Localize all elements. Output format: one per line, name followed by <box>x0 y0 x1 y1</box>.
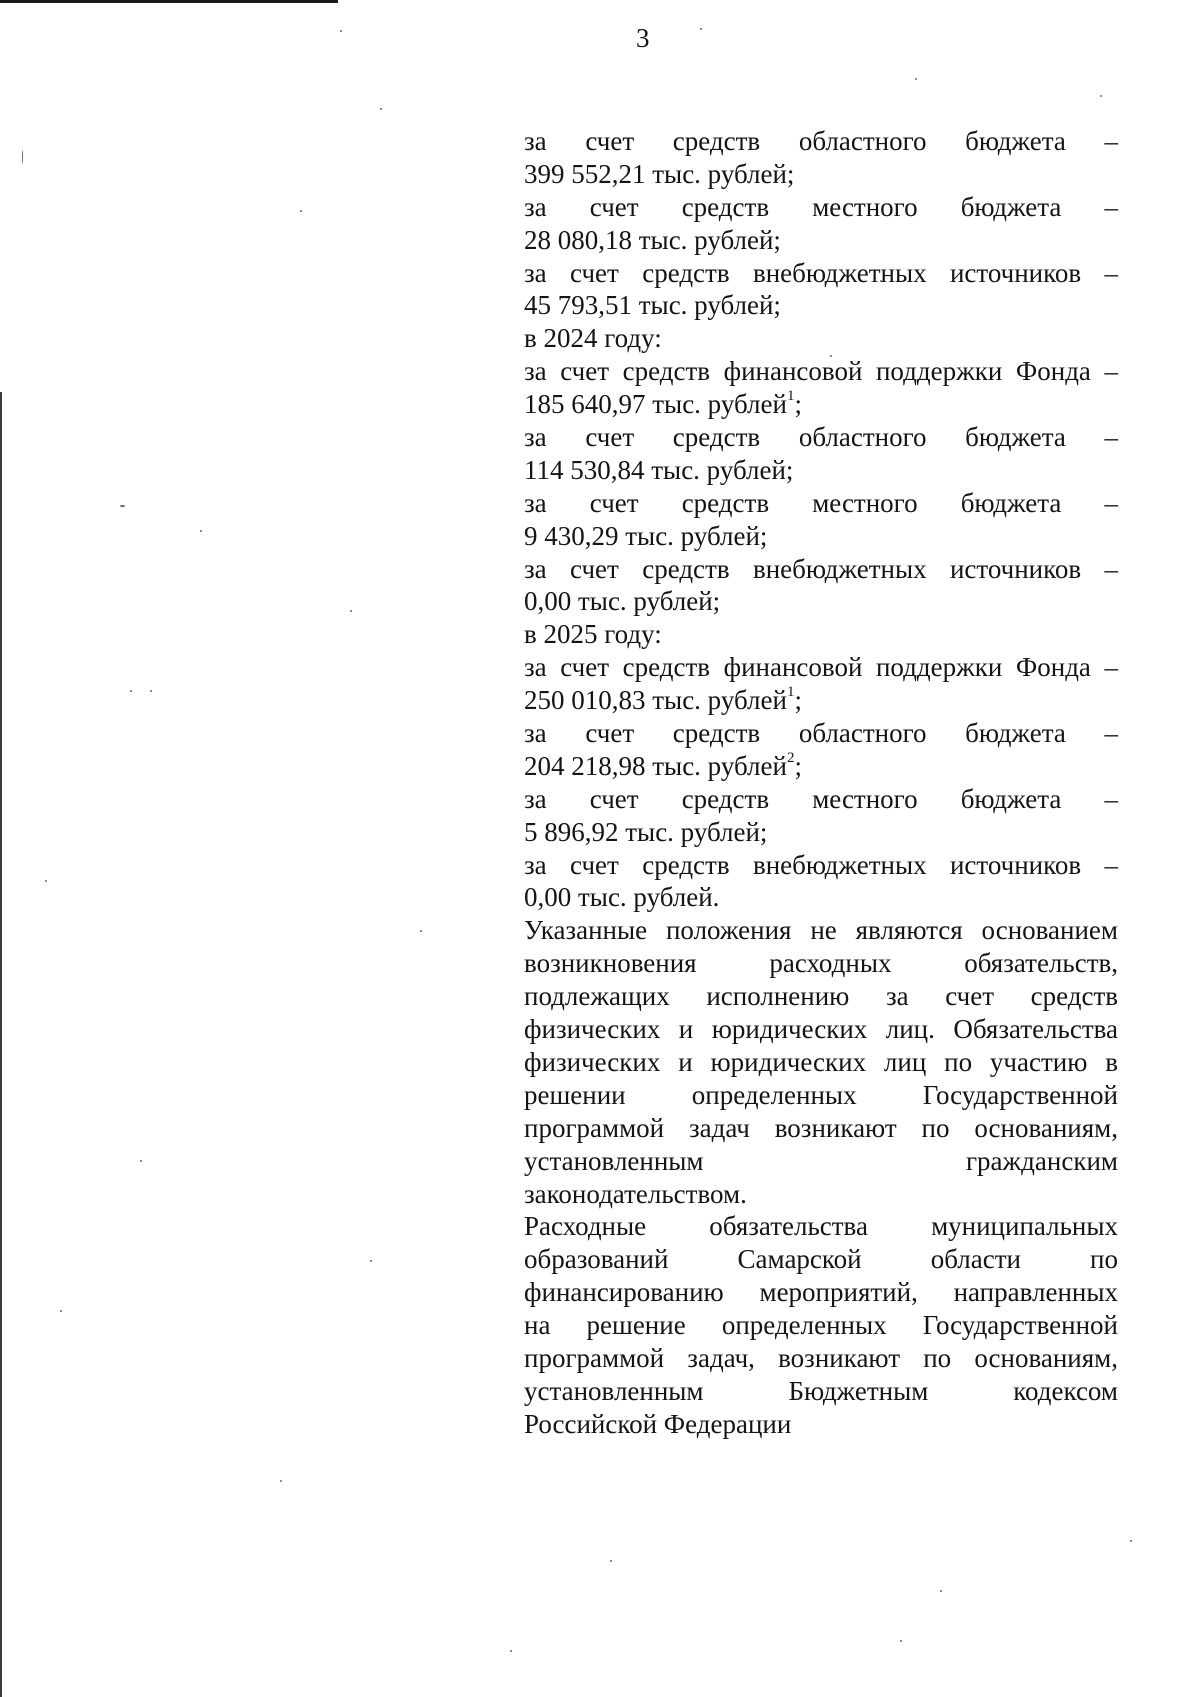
text-line: 399 552,21 тыс. рублей; <box>524 158 795 189</box>
text-line: 250 010,83 тыс. рублей$^1$; <box>524 684 802 716</box>
text-line: на решение определенных Государственной <box>524 1310 1118 1341</box>
text-line: 0,00 тыс. рублей. <box>524 882 720 913</box>
text-line: за счет средств внебюджетных источников – <box>524 257 1118 288</box>
text-line: за счет средств местного бюджета – <box>524 191 1118 222</box>
scan-edge-left <box>0 392 2 1697</box>
text-line: в 2024 году: <box>524 323 662 354</box>
text-line: за счет средств местного бюджета – <box>524 487 1118 518</box>
page-number: 3 <box>636 23 650 53</box>
text-line: за счет средств внебюджетных источников – <box>524 553 1118 584</box>
text-line: за счет средств внебюджетных источников – <box>524 849 1118 880</box>
text-line: 5 896,92 тыс. рублей; <box>524 816 768 847</box>
scan-edge-top <box>0 0 338 3</box>
body-text <box>524 125 1118 1441</box>
text-line: 9 430,29 тыс. рублей; <box>524 520 768 551</box>
text-line: физических и юридических лиц. Обязательства <box>524 1014 1118 1045</box>
footnote-ref: 1 <box>786 684 795 701</box>
text-line: в 2025 году: <box>524 619 662 650</box>
text-line: физических и юридических лиц по участию в <box>524 1046 1118 1077</box>
text-line: 28 080,18 тыс. рублей; <box>524 224 781 255</box>
text-line: за счет средств областного бюджета – <box>524 718 1118 749</box>
text-line: программой задач, возникают по основаниям, <box>524 1342 1118 1373</box>
text-line: за счет средств областного бюджета – <box>524 422 1118 453</box>
text-line: за счет средств местного бюджета – <box>524 783 1118 814</box>
text-line: 114 530,84 тыс. рублей; <box>524 454 794 485</box>
text-line: подлежащих исполнению за счет средств <box>524 981 1118 1012</box>
text-line: Расходные обязательства муниципальных <box>524 1211 1118 1242</box>
text-line: возникновения расходных обязательств, <box>524 948 1118 979</box>
text-line: Российской Федерации <box>524 1408 792 1439</box>
footnote-ref: 1 <box>786 388 795 405</box>
text-line: установленным гражданским <box>524 1145 1118 1176</box>
text-line: 204 218,98 тыс. рублей$^2$; <box>524 749 802 781</box>
text-line: за счет средств финансовой поддержки Фонда – <box>524 652 1118 683</box>
text-line: 185 640,97 тыс. рублей$^1$; <box>524 388 802 420</box>
footnote-ref: 2 <box>786 749 795 766</box>
text-line: 45 793,51 тыс. рублей; <box>524 290 781 321</box>
text-line: финансированию мероприятий, направленных <box>524 1277 1118 1308</box>
text-line: программой задач возникают по основаниям, <box>524 1112 1118 1143</box>
text-line: 0,00 тыс. рублей; <box>524 586 721 617</box>
text-line: Указанные положения не являются основанием <box>524 915 1118 946</box>
text-line: за счет средств областного бюджета – <box>524 126 1118 156</box>
text-line: решении определенных Государственной <box>524 1079 1118 1110</box>
text-line: образований Самарской области по <box>524 1244 1118 1275</box>
text-line: установленным Бюджетным кодексом <box>524 1375 1118 1406</box>
text-line: законодательством. <box>524 1178 747 1209</box>
text-line: за счет средств финансовой поддержки Фонда – <box>524 356 1118 387</box>
